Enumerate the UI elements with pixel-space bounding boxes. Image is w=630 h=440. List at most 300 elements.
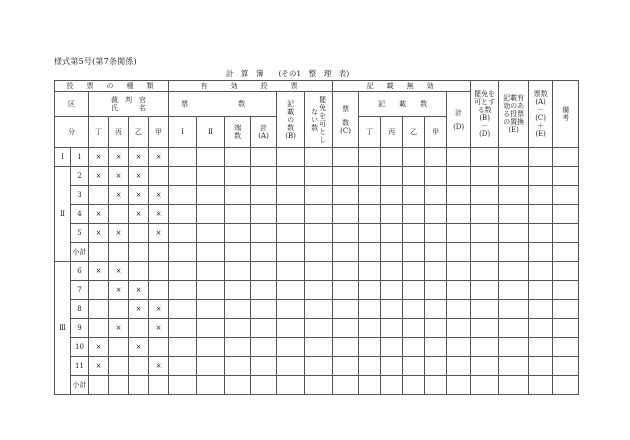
- entry-cell[interactable]: [529, 243, 553, 262]
- table-row: [55, 338, 579, 357]
- invalid-judge-col-1: 丁: [359, 117, 381, 148]
- group-label: Ⅲ: [55, 262, 71, 395]
- entry-cell[interactable]: [529, 167, 553, 186]
- entry-cell[interactable]: [305, 319, 333, 338]
- row-number: 6: [71, 262, 89, 281]
- entry-cell[interactable]: [225, 319, 251, 338]
- judge-mark-cell: [109, 376, 129, 395]
- entry-cell[interactable]: [447, 281, 471, 300]
- judge-mark-cell: ×: [109, 262, 129, 281]
- judge-mark-cell: [149, 376, 169, 395]
- entry-cell[interactable]: [403, 262, 425, 281]
- invalid-judge-col-3: 乙: [403, 117, 425, 148]
- entry-cell[interactable]: [529, 376, 553, 395]
- judge-mark-cell: ×: [109, 281, 129, 300]
- entry-cell[interactable]: [425, 205, 447, 224]
- table-row: [55, 186, 579, 205]
- judge-mark-cell: [129, 243, 149, 262]
- entry-cell[interactable]: [169, 167, 197, 186]
- entry-cell[interactable]: [251, 300, 277, 319]
- valid-recorded-header: 記載有 効のあ る投票 の置換 (E): [499, 81, 529, 148]
- entry-cell[interactable]: [333, 262, 359, 281]
- entry-cell[interactable]: [305, 262, 333, 281]
- entry-cell[interactable]: [305, 243, 333, 262]
- judge-mark-cell: ×: [89, 205, 109, 224]
- row-number: 7: [71, 281, 89, 300]
- entry-cell[interactable]: [553, 167, 579, 186]
- entry-cell[interactable]: [529, 224, 553, 243]
- entry-cell[interactable]: [197, 357, 225, 376]
- entry-cell[interactable]: [169, 319, 197, 338]
- entry-cell[interactable]: [553, 243, 579, 262]
- entry-cell[interactable]: [499, 357, 529, 376]
- entry-cell[interactable]: [305, 357, 333, 376]
- entry-cell[interactable]: [499, 319, 529, 338]
- dismiss-count-header: 罷免を 可とす る数 (B) － (D): [471, 81, 499, 148]
- entry-cell[interactable]: [251, 376, 277, 395]
- entry-cell[interactable]: [403, 281, 425, 300]
- entry-cell[interactable]: [277, 243, 305, 262]
- entry-cell[interactable]: [403, 300, 425, 319]
- entry-cell[interactable]: [553, 357, 579, 376]
- invalid-judge-col-2: 丙: [381, 117, 403, 148]
- entry-cell[interactable]: [553, 186, 579, 205]
- entry-cell[interactable]: [499, 243, 529, 262]
- judge-mark-cell: [129, 376, 149, 395]
- row-number: 11: [71, 357, 89, 376]
- entry-cell[interactable]: [447, 186, 471, 205]
- judge-mark-cell: ×: [149, 148, 169, 167]
- entry-cell[interactable]: [529, 338, 553, 357]
- entry-cell[interactable]: [251, 148, 277, 167]
- judge-mark-cell: ×: [129, 300, 149, 319]
- entry-cell[interactable]: [553, 300, 579, 319]
- entry-cell[interactable]: [277, 224, 305, 243]
- entry-cell[interactable]: [333, 376, 359, 395]
- entry-cell[interactable]: [381, 281, 403, 300]
- entry-cell[interactable]: [197, 300, 225, 319]
- entry-cell[interactable]: [305, 281, 333, 300]
- judge-mark-cell: [149, 243, 169, 262]
- entry-cell[interactable]: [251, 319, 277, 338]
- entry-cell[interactable]: [225, 338, 251, 357]
- judge-mark-cell: [89, 281, 109, 300]
- entry-cell[interactable]: [225, 148, 251, 167]
- entry-cell[interactable]: [251, 262, 277, 281]
- entry-cell[interactable]: [471, 338, 499, 357]
- row-number: 小計: [71, 376, 89, 395]
- entry-cell[interactable]: [305, 148, 333, 167]
- entry-cell[interactable]: [333, 338, 359, 357]
- entry-cell[interactable]: [447, 167, 471, 186]
- row-number: 10: [71, 338, 89, 357]
- entry-cell[interactable]: [381, 205, 403, 224]
- judge-mark-cell: ×: [109, 224, 129, 243]
- entry-cell[interactable]: [169, 300, 197, 319]
- entry-cell[interactable]: [333, 300, 359, 319]
- entry-cell[interactable]: [305, 167, 333, 186]
- entry-cell[interactable]: [225, 262, 251, 281]
- kubun-bottom: 分: [55, 117, 89, 148]
- entry-cell[interactable]: [447, 205, 471, 224]
- entry-cell[interactable]: [197, 205, 225, 224]
- entry-cell[interactable]: [359, 148, 381, 167]
- entry-cell[interactable]: [425, 224, 447, 243]
- judge-mark-cell: [89, 186, 109, 205]
- entry-cell[interactable]: [425, 357, 447, 376]
- entry-cell[interactable]: [529, 186, 553, 205]
- entry-cell[interactable]: [277, 357, 305, 376]
- entry-cell[interactable]: [425, 376, 447, 395]
- entry-cell[interactable]: [359, 319, 381, 338]
- entry-cell[interactable]: [225, 205, 251, 224]
- entry-cell[interactable]: [251, 243, 277, 262]
- judge-mark-cell: [129, 357, 149, 376]
- entry-cell[interactable]: [553, 319, 579, 338]
- entry-cell[interactable]: [471, 186, 499, 205]
- entry-cell[interactable]: [403, 148, 425, 167]
- entry-cell[interactable]: [197, 186, 225, 205]
- entry-cell[interactable]: [305, 205, 333, 224]
- entry-cell[interactable]: [403, 376, 425, 395]
- invalid-judge-col-4: 甲: [425, 117, 447, 148]
- row-number: 2: [71, 167, 89, 186]
- entry-cell[interactable]: [169, 224, 197, 243]
- entry-cell[interactable]: [225, 186, 251, 205]
- entry-cell[interactable]: [251, 167, 277, 186]
- entry-cell[interactable]: [447, 376, 471, 395]
- entry-cell[interactable]: [169, 186, 197, 205]
- row-number: 3: [71, 186, 89, 205]
- invalid-group-header: 記 載 無 効: [333, 81, 471, 92]
- table-row: [55, 224, 579, 243]
- entry-cell[interactable]: [447, 224, 471, 243]
- judge-mark-cell: ×: [149, 186, 169, 205]
- entry-cell[interactable]: [169, 205, 197, 224]
- entry-cell[interactable]: [277, 186, 305, 205]
- table-row: [55, 319, 579, 338]
- judge-mark-cell: [109, 357, 129, 376]
- entry-cell[interactable]: [359, 376, 381, 395]
- entry-cell[interactable]: [425, 281, 447, 300]
- entry-cell[interactable]: [381, 319, 403, 338]
- table-row: [55, 167, 579, 186]
- entry-cell[interactable]: [553, 338, 579, 357]
- entry-cell[interactable]: [197, 338, 225, 357]
- entry-cell[interactable]: [359, 167, 381, 186]
- entry-cell[interactable]: [225, 224, 251, 243]
- entry-cell[interactable]: [447, 148, 471, 167]
- entry-cell[interactable]: [225, 357, 251, 376]
- entry-cell[interactable]: [499, 281, 529, 300]
- entry-cell[interactable]: [447, 338, 471, 357]
- valid-group-header: 有 効 投 票: [169, 81, 333, 92]
- entry-cell[interactable]: [425, 148, 447, 167]
- judge-mark-cell: [109, 205, 129, 224]
- entry-cell[interactable]: [359, 262, 381, 281]
- entry-cell[interactable]: [499, 148, 529, 167]
- judge-mark-cell: ×: [129, 148, 149, 167]
- judge-mark-cell: ×: [129, 338, 149, 357]
- judge-mark-cell: [89, 243, 109, 262]
- entry-cell[interactable]: [169, 243, 197, 262]
- recorded-count-header: 記載の数 (B): [277, 92, 305, 148]
- entry-cell[interactable]: [403, 167, 425, 186]
- entry-cell[interactable]: [251, 205, 277, 224]
- judge-col-4: 甲: [149, 117, 169, 148]
- row-number: 小計: [71, 243, 89, 262]
- judge-mark-cell: ×: [109, 186, 129, 205]
- entry-cell[interactable]: [425, 300, 447, 319]
- entry-cell[interactable]: [529, 357, 553, 376]
- entry-cell[interactable]: [499, 338, 529, 357]
- entry-cell[interactable]: [225, 300, 251, 319]
- entry-cell[interactable]: [471, 300, 499, 319]
- judge-mark-cell: [89, 376, 109, 395]
- judge-mark-cell: [129, 319, 149, 338]
- entry-cell[interactable]: [529, 148, 553, 167]
- entry-cell[interactable]: [403, 319, 425, 338]
- entry-cell[interactable]: [197, 376, 225, 395]
- entry-cell[interactable]: [553, 281, 579, 300]
- entry-cell[interactable]: [381, 338, 403, 357]
- judge-mark-cell: ×: [89, 262, 109, 281]
- table-row: [55, 376, 579, 395]
- judge-mark-cell: ×: [149, 224, 169, 243]
- entry-cell[interactable]: [499, 205, 529, 224]
- entry-cell[interactable]: [197, 243, 225, 262]
- judge-mark-cell: [129, 262, 149, 281]
- entry-cell[interactable]: [403, 224, 425, 243]
- entry-cell[interactable]: [169, 357, 197, 376]
- judge-name-header: 裁 判 官 氏 名: [89, 92, 169, 117]
- entry-cell[interactable]: [553, 376, 579, 395]
- entry-cell[interactable]: [447, 357, 471, 376]
- valid-votes-label: 票 数: [169, 92, 277, 117]
- judge-col-3: 乙: [129, 117, 149, 148]
- entry-cell[interactable]: [225, 281, 251, 300]
- entry-cell[interactable]: [305, 186, 333, 205]
- entry-cell[interactable]: [305, 376, 333, 395]
- entry-cell[interactable]: [277, 167, 305, 186]
- entry-cell[interactable]: [277, 376, 305, 395]
- entry-cell[interactable]: [333, 167, 359, 186]
- entry-cell[interactable]: [277, 319, 305, 338]
- entry-cell[interactable]: [333, 205, 359, 224]
- entry-cell[interactable]: [529, 300, 553, 319]
- judge-col-1: 丁: [89, 117, 109, 148]
- entry-cell[interactable]: [425, 243, 447, 262]
- not-dismiss-header: 罷免を可としない数: [305, 92, 333, 148]
- entry-cell[interactable]: [359, 205, 381, 224]
- entry-cell[interactable]: [499, 224, 529, 243]
- judge-mark-cell: ×: [89, 357, 109, 376]
- entry-cell[interactable]: [499, 186, 529, 205]
- entry-cell[interactable]: [447, 300, 471, 319]
- entry-cell[interactable]: [499, 376, 529, 395]
- entry-cell[interactable]: [333, 319, 359, 338]
- entry-cell[interactable]: [305, 224, 333, 243]
- entry-cell[interactable]: [529, 319, 553, 338]
- sheet-title: 計 算 簿 (その1 整 理 表): [226, 69, 350, 78]
- table-row: [55, 205, 579, 224]
- judge-mark-cell: ×: [149, 205, 169, 224]
- entry-cell[interactable]: [359, 186, 381, 205]
- entry-cell[interactable]: [381, 243, 403, 262]
- entry-cell[interactable]: [251, 357, 277, 376]
- row-number: 9: [71, 319, 89, 338]
- judge-mark-cell: [89, 300, 109, 319]
- entry-cell[interactable]: [425, 319, 447, 338]
- table-row: [55, 281, 579, 300]
- entry-cell[interactable]: [333, 357, 359, 376]
- entry-cell[interactable]: [471, 357, 499, 376]
- entry-cell[interactable]: [403, 338, 425, 357]
- entry-cell[interactable]: [529, 205, 553, 224]
- entry-cell[interactable]: [197, 319, 225, 338]
- entry-cell[interactable]: [403, 357, 425, 376]
- entry-cell[interactable]: [359, 300, 381, 319]
- row-number: 4: [71, 205, 89, 224]
- invalid-total-header: 計 (D): [447, 92, 471, 148]
- entry-cell[interactable]: [277, 338, 305, 357]
- entry-cell[interactable]: [381, 167, 403, 186]
- entry-cell[interactable]: [425, 186, 447, 205]
- entry-cell[interactable]: [499, 262, 529, 281]
- entry-cell[interactable]: [529, 281, 553, 300]
- entry-cell[interactable]: [359, 357, 381, 376]
- judge-mark-cell: ×: [89, 167, 109, 186]
- entry-cell[interactable]: [277, 148, 305, 167]
- judge-mark-cell: [149, 281, 169, 300]
- valid-col-2: Ⅱ: [197, 117, 225, 148]
- judge-mark-cell: [109, 243, 129, 262]
- entry-cell[interactable]: [277, 281, 305, 300]
- entry-cell[interactable]: [471, 243, 499, 262]
- entry-cell[interactable]: [305, 338, 333, 357]
- entry-cell[interactable]: [333, 224, 359, 243]
- entry-cell[interactable]: [169, 338, 197, 357]
- entry-cell[interactable]: [251, 224, 277, 243]
- entry-cell[interactable]: [403, 243, 425, 262]
- entry-cell[interactable]: [553, 205, 579, 224]
- entry-cell[interactable]: [553, 224, 579, 243]
- judge-mark-cell: ×: [129, 186, 149, 205]
- entry-cell[interactable]: [225, 376, 251, 395]
- entry-cell[interactable]: [447, 319, 471, 338]
- entry-cell[interactable]: [225, 243, 251, 262]
- entry-cell[interactable]: [251, 186, 277, 205]
- entry-cell[interactable]: [197, 224, 225, 243]
- judge-mark-cell: ×: [89, 224, 109, 243]
- judge-col-2: 丙: [109, 117, 129, 148]
- entry-cell[interactable]: [197, 167, 225, 186]
- entry-cell[interactable]: [471, 376, 499, 395]
- entry-cell[interactable]: [277, 205, 305, 224]
- row-number: 1: [71, 148, 89, 167]
- entry-cell[interactable]: [169, 262, 197, 281]
- entry-cell[interactable]: [553, 262, 579, 281]
- entry-cell[interactable]: [381, 262, 403, 281]
- entry-cell[interactable]: [381, 357, 403, 376]
- entry-cell[interactable]: [499, 300, 529, 319]
- kubun-top: 区: [55, 92, 89, 117]
- table-row: [55, 357, 579, 376]
- entry-cell[interactable]: [471, 319, 499, 338]
- judge-mark-cell: ×: [89, 338, 109, 357]
- entry-cell[interactable]: [499, 167, 529, 186]
- entry-cell[interactable]: [553, 148, 579, 167]
- judge-mark-cell: ×: [129, 167, 149, 186]
- entry-cell[interactable]: [471, 148, 499, 167]
- entry-cell[interactable]: [381, 186, 403, 205]
- entry-cell[interactable]: [225, 167, 251, 186]
- entry-cell[interactable]: [471, 281, 499, 300]
- entry-cell[interactable]: [381, 224, 403, 243]
- group-label: Ⅰ: [55, 148, 71, 167]
- entry-cell[interactable]: [305, 300, 333, 319]
- entry-cell[interactable]: [277, 300, 305, 319]
- entry-cell[interactable]: [403, 186, 425, 205]
- entry-cell[interactable]: [197, 262, 225, 281]
- judge-mark-cell: ×: [149, 300, 169, 319]
- entry-cell[interactable]: [529, 262, 553, 281]
- tally-table: [54, 80, 579, 395]
- judge-mark-cell: [149, 167, 169, 186]
- valid-col-fraction: 端数: [225, 117, 251, 148]
- entry-cell[interactable]: [251, 338, 277, 357]
- entry-cell[interactable]: [333, 186, 359, 205]
- entry-cell[interactable]: [447, 262, 471, 281]
- entry-cell[interactable]: [359, 338, 381, 357]
- entry-cell[interactable]: [359, 281, 381, 300]
- entry-cell[interactable]: [471, 262, 499, 281]
- judge-mark-cell: [149, 262, 169, 281]
- table-row: [55, 300, 579, 319]
- entry-cell[interactable]: [447, 243, 471, 262]
- entry-cell[interactable]: [359, 243, 381, 262]
- entry-cell[interactable]: [197, 281, 225, 300]
- judge-mark-cell: ×: [109, 319, 129, 338]
- judge-mark-cell: ×: [129, 205, 149, 224]
- entry-cell[interactable]: [403, 205, 425, 224]
- entry-cell[interactable]: [251, 281, 277, 300]
- entry-cell[interactable]: [471, 167, 499, 186]
- entry-cell[interactable]: [381, 300, 403, 319]
- entry-cell[interactable]: [169, 376, 197, 395]
- entry-cell[interactable]: [333, 148, 359, 167]
- invalid-votes-header: 票 数 (C): [333, 92, 359, 148]
- entry-cell[interactable]: [359, 224, 381, 243]
- entry-cell[interactable]: [169, 148, 197, 167]
- entry-cell[interactable]: [333, 281, 359, 300]
- entry-cell[interactable]: [471, 224, 499, 243]
- table-row: [55, 262, 579, 281]
- judge-mark-cell: [109, 300, 129, 319]
- entry-cell[interactable]: [381, 148, 403, 167]
- entry-cell[interactable]: [197, 148, 225, 167]
- judge-mark-cell: ×: [109, 167, 129, 186]
- entry-cell[interactable]: [471, 205, 499, 224]
- entry-cell[interactable]: [381, 376, 403, 395]
- entry-cell[interactable]: [169, 281, 197, 300]
- entry-cell[interactable]: [425, 167, 447, 186]
- entry-cell[interactable]: [425, 338, 447, 357]
- entry-cell[interactable]: [425, 262, 447, 281]
- entry-cell[interactable]: [333, 243, 359, 262]
- entry-cell[interactable]: [277, 262, 305, 281]
- judge-mark-cell: ×: [149, 319, 169, 338]
